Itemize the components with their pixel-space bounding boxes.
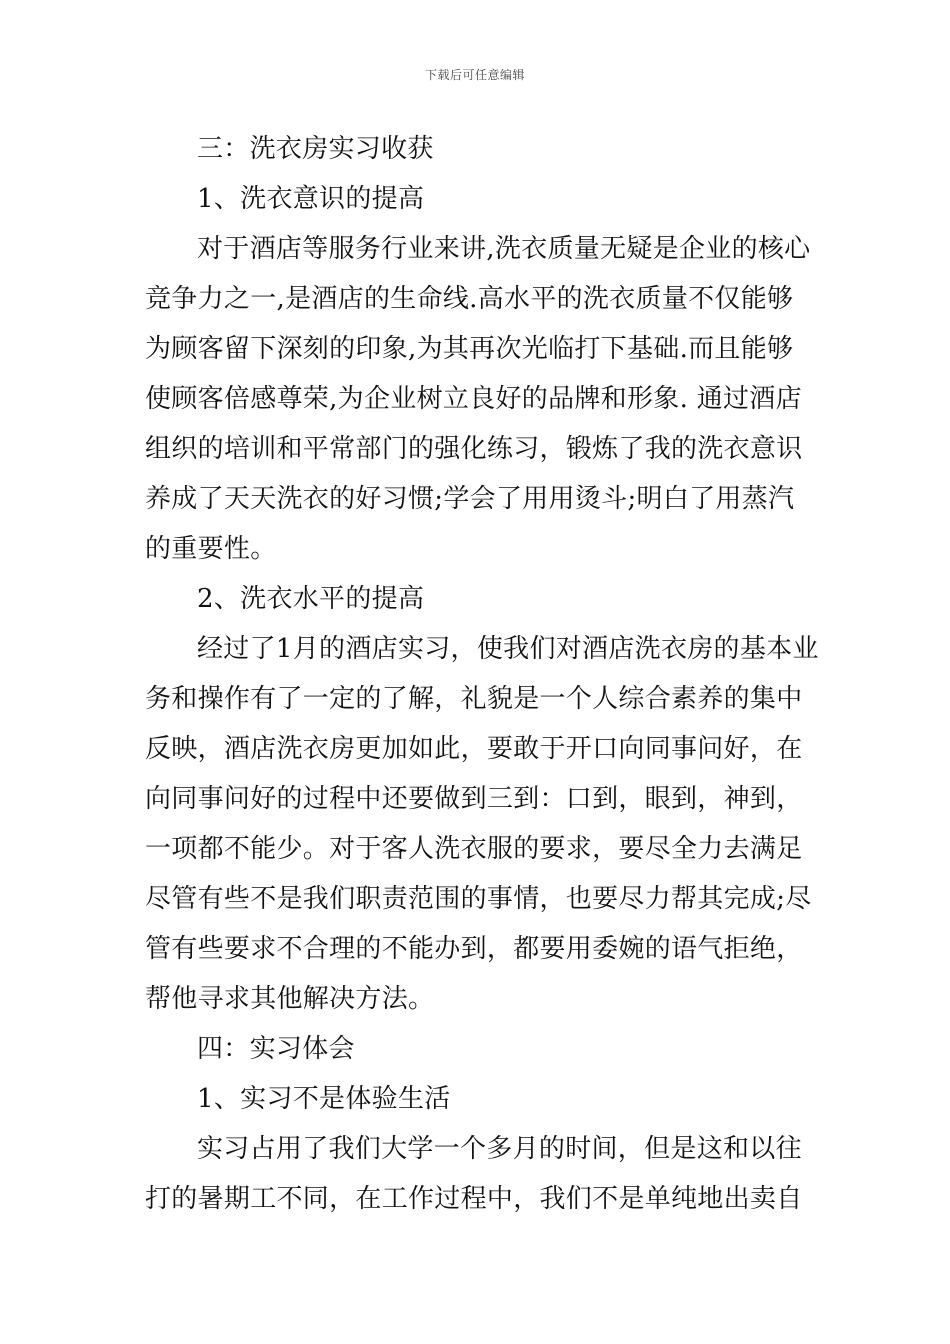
paragraph-line: 经过了1月的酒店实习，使我们对酒店洗衣房的基本业 <box>197 634 819 664</box>
paragraph-line: 管有些要求不合理的不能办到，都要用委婉的语气拒绝， <box>145 934 803 964</box>
paragraph-line: 竞争力之一,是酒店的生命线.高水平的洗衣质量不仅能够 <box>145 284 794 314</box>
subsection-heading: 1、实习不是体验生活 <box>197 1084 451 1114</box>
paragraph-line: 使顾客倍感尊荣,为企业树立良好的品牌和形象. 通过酒店 <box>145 384 802 414</box>
paragraph-line: 尽管有些不是我们职责范围的事情，也要尽力帮其完成;尽 <box>145 884 812 914</box>
paragraph-line: 对于酒店等服务行业来讲,洗衣质量无疑是企业的核心 <box>197 234 811 264</box>
section-heading: 三：洗衣房实习收获 <box>197 134 434 164</box>
subsection-heading: 2、洗衣水平的提高 <box>197 584 425 614</box>
paragraph-line: 帮他寻求其他解决方法。 <box>145 984 435 1014</box>
paragraph-line: 实习占用了我们大学一个多月的时间，但是这和以往 <box>197 1134 802 1164</box>
subsection-heading: 1、洗衣意识的提高 <box>197 184 425 214</box>
paragraph-line: 为顾客留下深刻的印象,为其再次光临打下基础.而且能够 <box>145 334 794 364</box>
paragraph-line: 向同事问好的过程中还要做到三到：口到，眼到，神到， <box>145 784 803 814</box>
document-body <box>145 124 819 1224</box>
paragraph-line: 打的暑期工不同，在工作过程中，我们不是单纯地出卖自 <box>145 1184 803 1214</box>
paragraph-line: 反映，酒店洗衣房更加如此，要敢于开口向同事问好，在 <box>145 734 803 764</box>
paragraph-line: 的重要性。 <box>145 534 277 564</box>
paragraph-line: 养成了天天洗衣的好习惯;学会了用用烫斗;明白了用蒸汽 <box>145 484 795 514</box>
paragraph-line: 组织的培训和平常部门的强化练习，锻炼了我的洗衣意识 <box>145 434 803 464</box>
section-heading: 四：实习体会 <box>197 1034 355 1064</box>
header-note: 下载后可任意编辑 <box>424 68 525 82</box>
paragraph-line: 一项都不能少。对于客人洗衣服的要求，要尽全力去满足 <box>145 834 803 864</box>
paragraph-line: 务和操作有了一定的了解，礼貌是一个人综合素养的集中 <box>145 684 803 714</box>
